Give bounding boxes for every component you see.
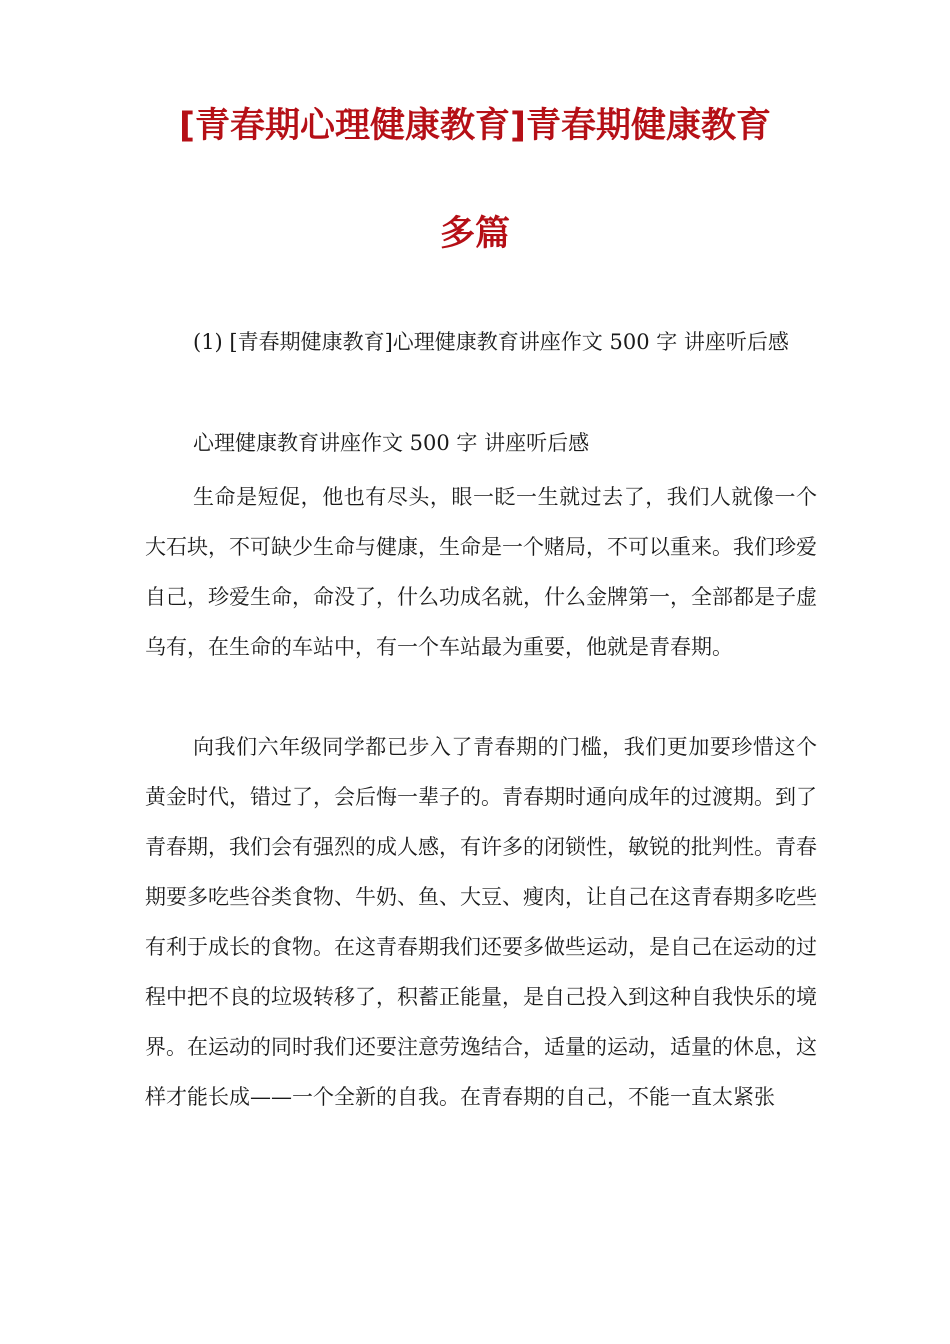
document-title-line-1: [青春期心理健康教育]青春期健康教育 (179, 106, 771, 146)
paragraph-body-1: 生命是短促，他也有尽头，眼一眨一生就过去了，我们人就像一个大石块，不可缺少生命与健康，生命是一个赌局，不可以重来。我们珍爱自己，珍爱生命，命没了，什么功成名就，什么金牌第一，全部都是子虚乌有，在生命的车站中，有一个车站最为重要，他就是青春期。 (145, 485, 817, 659)
paragraph-heading: (1) [青春期健康教育]心理健康教育讲座作文 500 字 讲座听后感 (193, 330, 789, 354)
paragraph-body-2: 向我们六年级同学都已步入了青春期的门槛，我们更加要珍惜这个黄金时代，错过了，会后悔一辈子的。青春期时通向成年的过渡期。到了青春期，我们会有强烈的成人感，有许多的闭锁性，敏锐的批判性。青春期要多吃些谷类食物、牛奶、鱼、大豆、瘦肉，让自己在这青春期多吃些有利于成长的食物。在这青春期我们还要多做些运动，是自己在运动的过程中把不良的垃圾转移了，积蓄正能量，是自己投入到这种自我快乐的境界。在运动的同时我们还要注意劳逸结合，适量的运动，适量的休息，这样才能长成——一个全新的自我。在青春期的自己，不能一直太紧张 (145, 735, 817, 1109)
paragraph-subtitle: 心理健康教育讲座作文 500 字 讲座听后感 (193, 431, 590, 455)
document-title-line-2: 多篇 (439, 214, 510, 254)
